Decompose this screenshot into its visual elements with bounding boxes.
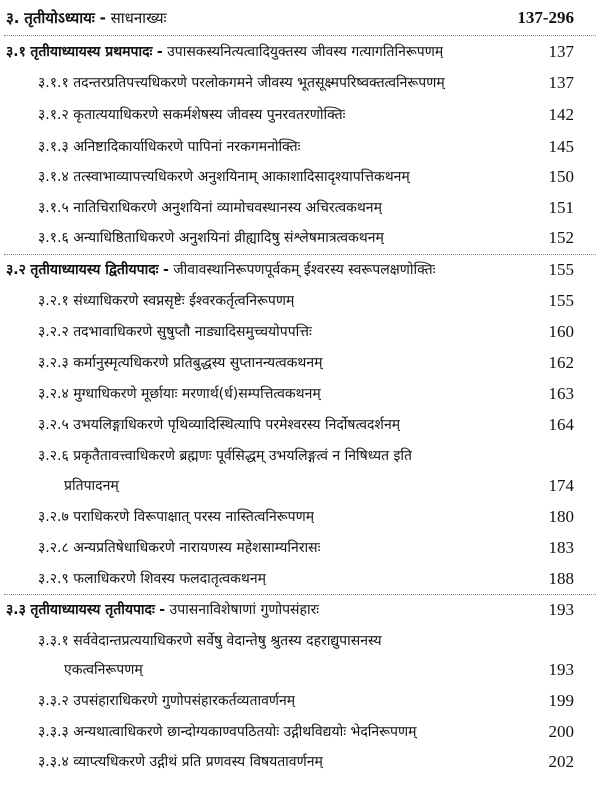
chapter-page-range: 137-296 xyxy=(517,8,574,27)
item-page: 199 xyxy=(548,691,574,710)
toc-item-label xyxy=(38,446,412,466)
item-text: फलाधिकरणे शिवस्य फलदातृत्वकथनम् xyxy=(73,571,267,587)
section-title: तृतीयाध्यायस्य द्वितीयपादः xyxy=(30,262,159,278)
item-number: ३.१.३ xyxy=(38,139,69,155)
item-text: कर्मानुस्मृत्यधिकरणे प्रतिबुद्धस्य सुप्तानन्यत्वकथनम् xyxy=(73,355,323,371)
item-number: ३.२.६ xyxy=(38,448,69,464)
toc-item-label xyxy=(38,105,345,125)
toc-item-label xyxy=(38,631,382,651)
item-page: 174 xyxy=(548,476,574,495)
chapter-description: साधनाख्यः xyxy=(110,9,167,27)
toc-item-label xyxy=(38,507,314,527)
item-number: ३.३.४ xyxy=(38,754,69,770)
item-page: 188 xyxy=(548,569,574,588)
section-page: 155 xyxy=(548,260,574,279)
item-number: ३.१.४ xyxy=(38,169,69,185)
section-description: उपासनाविशेषाणां गुणोपसंहारः xyxy=(169,602,320,618)
section-heading xyxy=(0,38,600,66)
item-text: उपसंहाराधिकरणे गुणोपसंहारकर्तव्यतावर्णनम् xyxy=(73,693,296,709)
section-title: तृतीयाध्यायस्य तृतीयपादः xyxy=(30,602,155,618)
section-separator: - xyxy=(159,602,166,618)
item-page: 152 xyxy=(548,228,574,247)
toc-item-label xyxy=(38,228,384,248)
item-number: ३.१.५ xyxy=(38,200,69,216)
section-page: 193 xyxy=(548,600,574,619)
toc-item-label xyxy=(38,322,312,342)
item-page: 193 xyxy=(548,660,574,679)
item-text: अनिष्टादिकार्याधिकरणे पापिनां नरकगमनोक्तिः xyxy=(73,139,301,155)
section-description: उपासकस्यनित्यत्वादियुक्तस्य जीवस्य गत्यागतिनिरूपणम् xyxy=(167,44,444,60)
item-text: व्याप्त्यधिकरणे उद्गीथं प्रति प्रणवस्य विषयतावर्णनम् xyxy=(73,754,323,770)
chapter-title: तृतीयोऽध्यायः xyxy=(24,9,95,27)
item-page: 163 xyxy=(548,384,574,403)
chapter-heading xyxy=(0,4,600,32)
item-page: 180 xyxy=(548,507,574,526)
item-text: संध्याधिकरणे स्वप्नसृष्टेः ईश्वरकर्तृत्वनिरूपणम् xyxy=(73,293,295,309)
toc-item-continuation xyxy=(0,656,600,684)
item-text: अन्यथात्वाधिकरणे छान्दोग्यकाण्वपठितयोः उद्गीथविद्ययोः भेदनिरूपणम् xyxy=(73,724,417,740)
item-text: अन्यप्रतिषेधाधिकरणे नारायणस्य महेशसाम्यनिरासः xyxy=(73,540,321,556)
toc-item xyxy=(0,687,600,715)
item-text: नातिचिराधिकरणे अनुशयिनां व्यामोचवस्थानस्य अचिरत्वकथनम् xyxy=(73,200,382,216)
item-text: उभयलिङ्गाधिकरणे पृथिव्यादिस्थित्यापि परमेश्वरस्य निर्दोषत्वदर्शनम् xyxy=(73,417,401,433)
toc-item xyxy=(0,748,600,776)
item-text: तदन्तरप्रतिपत्त्यधिकरणे परलोकगमने जीवस्य भूतसूक्ष्मपरिष्वक्तत्वनिरूपणम् xyxy=(73,75,445,91)
toc-item-label xyxy=(38,198,382,218)
divider xyxy=(4,35,596,36)
section-label xyxy=(6,600,319,620)
item-number: ३.२.२ xyxy=(38,324,69,340)
item-text: प्रकृतैतावत्त्वाधिकरणे ब्रह्मणः पूर्वसिद्धम् उभयलिङ्गत्वं न निषिध्यत इति xyxy=(73,448,413,464)
item-page: 151 xyxy=(548,198,574,217)
chapter-separator: - xyxy=(99,9,106,27)
toc-item xyxy=(0,194,600,222)
item-text-continued: एकत्वनिरूपणम् xyxy=(64,662,143,678)
chapter-number: ३. xyxy=(6,9,20,27)
toc-item xyxy=(0,380,600,408)
item-page: 145 xyxy=(548,137,574,156)
section-number: ३.२ xyxy=(6,262,26,278)
toc-item-label xyxy=(38,752,323,772)
toc-item-label xyxy=(38,353,323,373)
section-separator: - xyxy=(162,262,169,278)
toc-item-label xyxy=(38,73,445,93)
section-page: 137 xyxy=(548,42,574,61)
item-text: कृतात्ययाधिकरणे सकर्मशेषस्य जीवस्य पुनरवतरणोक्तिः xyxy=(73,107,346,123)
toc-item xyxy=(0,627,600,655)
toc-item xyxy=(0,349,600,377)
item-page: 162 xyxy=(548,353,574,372)
toc-item-label xyxy=(38,722,417,742)
item-number: ३.२.९ xyxy=(38,571,69,587)
item-page: 137 xyxy=(548,73,574,92)
item-page: 160 xyxy=(548,322,574,341)
section-label xyxy=(6,42,443,62)
toc-item xyxy=(0,534,600,562)
item-page: 183 xyxy=(548,538,574,557)
item-number: ३.२.८ xyxy=(38,540,69,556)
section-separator: - xyxy=(156,44,163,60)
item-page: 164 xyxy=(548,415,574,434)
item-page: 200 xyxy=(548,722,574,741)
item-number: ३.३.२ xyxy=(38,693,69,709)
toc-item-label xyxy=(38,291,294,311)
item-number: ३.२.४ xyxy=(38,386,69,402)
toc-item xyxy=(0,565,600,593)
toc-item xyxy=(0,411,600,439)
item-number: ३.१.२ xyxy=(38,107,69,123)
item-page: 155 xyxy=(548,291,574,310)
toc-item xyxy=(0,287,600,315)
toc-item xyxy=(0,163,600,191)
toc-item-label xyxy=(38,384,321,404)
item-text: तत्स्वाभाव्यापत्त्यधिकरणे अनुशयिनाम् आकाशादिसादृश्यापत्तिकथनम् xyxy=(73,169,410,185)
toc-item xyxy=(0,101,600,129)
toc-item xyxy=(0,133,600,161)
toc-item-label xyxy=(38,691,295,711)
toc-item xyxy=(0,503,600,531)
item-number: ३.१.१ xyxy=(38,75,69,91)
divider xyxy=(4,254,596,255)
item-number: ३.२.३ xyxy=(38,355,69,371)
toc-item xyxy=(0,69,600,97)
item-number: ३.१.६ xyxy=(38,230,69,246)
item-text: सर्ववेदान्तप्रत्ययाधिकरणे सर्वेषु वेदान्तेषु श्रुतस्य दहराद्युपासनस्य xyxy=(73,633,382,649)
item-number: ३.२.१ xyxy=(38,293,69,309)
item-number: ३.३.१ xyxy=(38,633,69,649)
toc-item xyxy=(0,442,600,470)
toc-item xyxy=(0,318,600,346)
toc-item-label xyxy=(38,167,410,187)
section-label xyxy=(6,260,435,280)
item-number: ३.३.३ xyxy=(38,724,69,740)
divider xyxy=(4,594,596,595)
section-number: ३.३ xyxy=(6,602,26,618)
item-page: 202 xyxy=(548,752,574,771)
chapter-label xyxy=(6,8,167,28)
section-description: जीवावस्थानिरूपणपूर्वकम् ईश्वरस्य स्वरूपलक्षणोक्तिः xyxy=(173,262,436,278)
item-text-continued: प्रतिपादनम् xyxy=(64,478,119,494)
item-text: अन्याधिष्ठिताधिकरणे अनुशयिनां व्रीह्यादिषु संश्लेषमात्रत्वकथनम् xyxy=(73,230,384,246)
toc-item-label xyxy=(38,415,400,435)
section-number: ३.१ xyxy=(6,44,26,60)
item-text: मुग्धाधिकरणे मूर्छायाः मरणार्थ(र्ध)सम्पत्तित्वकथनम् xyxy=(73,386,321,402)
toc-item-continuation xyxy=(0,472,600,500)
item-number: ३.२.५ xyxy=(38,417,69,433)
item-number: ३.२.७ xyxy=(38,509,69,525)
toc-item-label xyxy=(38,569,266,589)
item-page: 150 xyxy=(548,167,574,186)
item-page: 142 xyxy=(548,105,574,124)
toc-item xyxy=(0,224,600,252)
toc-item-label xyxy=(38,538,320,558)
item-text: तदभावाधिकरणे सुषुप्तौ नाड्यादिसमुच्चयोपपत्तिः xyxy=(73,324,312,340)
section-heading xyxy=(0,256,600,284)
section-heading xyxy=(0,596,600,624)
item-text: पराधिकरणे विरूपाक्षात् परस्य नास्तित्वनिरूपणम् xyxy=(73,509,315,525)
toc-item-label xyxy=(38,137,300,157)
section-title: तृतीयाध्यायस्य प्रथमपादः xyxy=(30,44,153,60)
toc-item xyxy=(0,718,600,746)
